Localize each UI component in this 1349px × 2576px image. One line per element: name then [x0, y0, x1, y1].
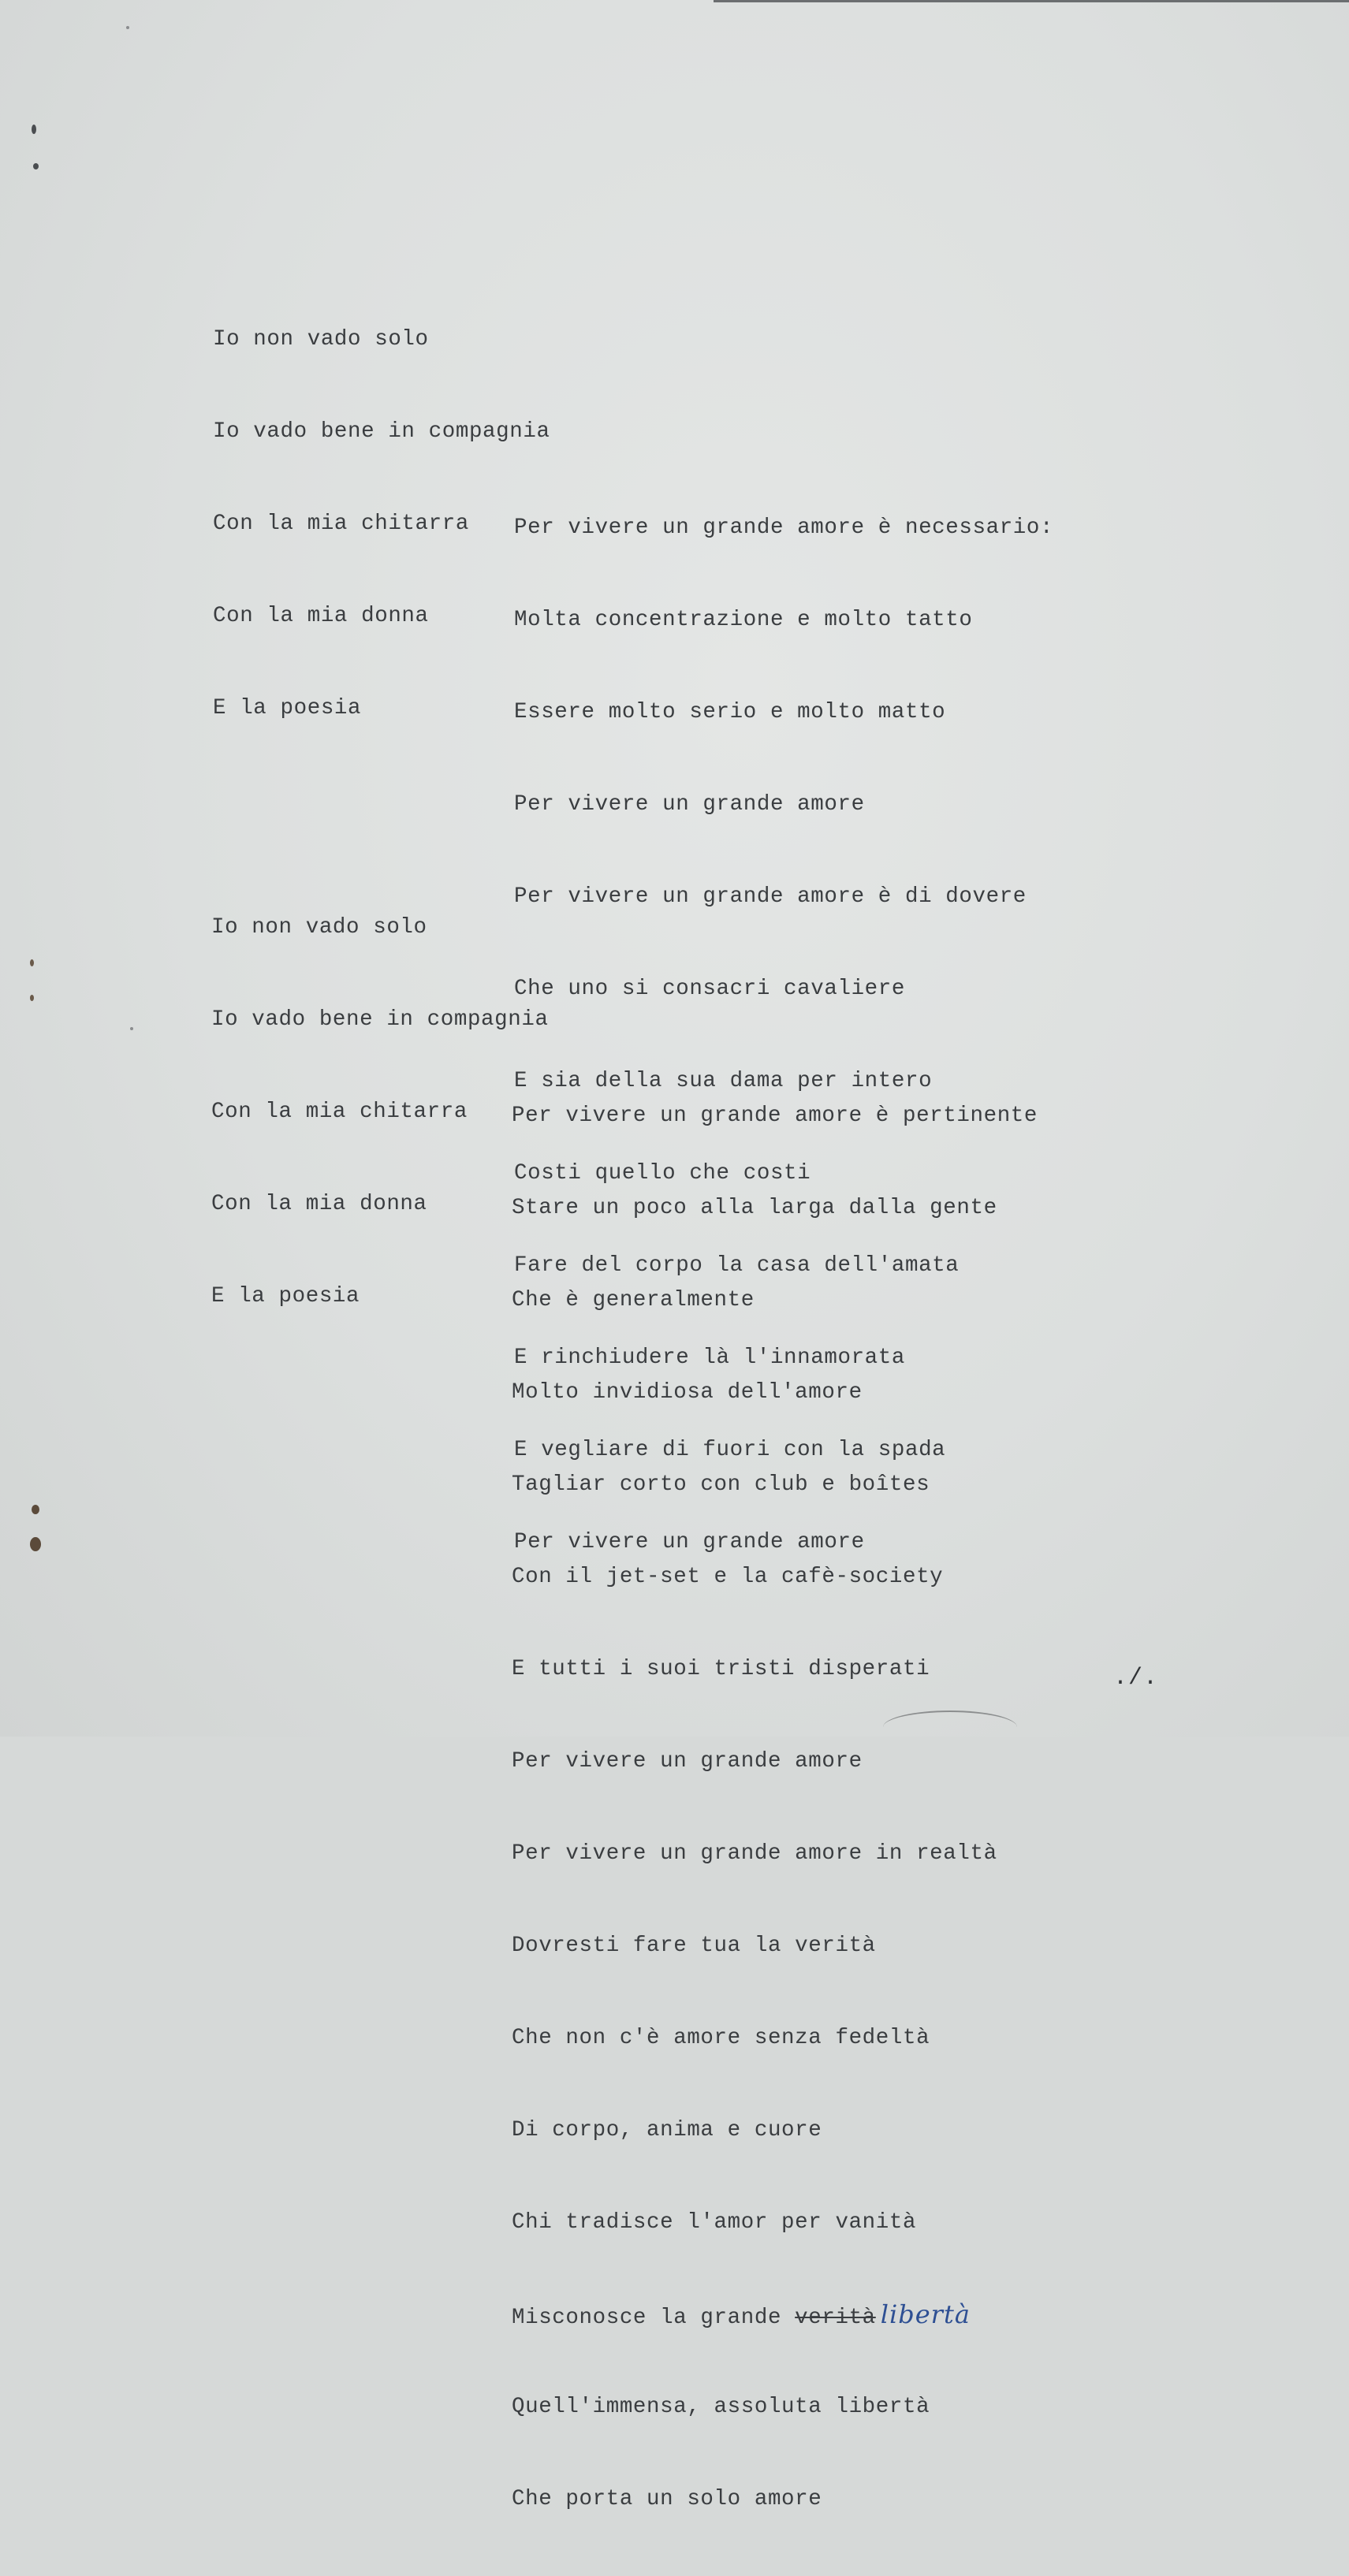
struck-word: verità	[795, 2306, 876, 2330]
lyric-line: Molta concentrazione e molto tatto	[514, 608, 973, 632]
verse-stanza-2	[512, 1039, 1038, 2576]
lyric-line: Io vado bene in compagnia	[211, 1007, 549, 1032]
lyric-line: Per vivere un grande amore in realtà	[512, 1841, 997, 1866]
corrected-lyric-line	[512, 2299, 1038, 2330]
chorus-stanza-2	[211, 851, 549, 1373]
lyric-line: E la poesia	[213, 696, 362, 720]
lyric-line: Che è generalmente	[512, 1288, 755, 1312]
lyric-line: Per vivere un grande amore è necessario:	[514, 516, 1054, 540]
lyric-line: Molto invidiosa dell'amore	[512, 1380, 863, 1405]
punch-hole-mark	[30, 995, 34, 1001]
scan-top-edge	[714, 0, 1349, 2]
lyric-line: E rinchiudere là l'innamorata	[514, 1346, 905, 1370]
lyric-line: Per vivere un grande amore è pertinente	[512, 1104, 1038, 1128]
lyric-line: Con la mia chitarra	[211, 1100, 468, 1124]
paper-speck	[126, 26, 129, 29]
lyric-line: Per vivere un grande amore	[514, 792, 865, 817]
handwritten-correction: libertà	[880, 2299, 971, 2329]
lyric-line: Con il jet-set e la cafè-society	[512, 1565, 944, 1589]
chorus-stanza-1	[213, 262, 550, 785]
lyric-line: E sia della sua dama per intero	[514, 1069, 933, 1093]
line-prefix: Misconosce la grande	[512, 2306, 796, 2330]
lyric-line: Con la mia chitarra	[213, 512, 469, 536]
lyric-line: Per vivere un grande amore	[514, 1530, 865, 1554]
lyric-line: Stare un poco alla larga dalla gente	[512, 1196, 997, 1220]
continuation-mark: ./.	[1113, 1665, 1159, 1692]
paper-speck	[130, 1027, 133, 1030]
lyric-line: Io vado bene in compagnia	[213, 419, 550, 444]
lyric-line: Tagliar corto con club e boîtes	[512, 1472, 930, 1497]
punch-hole-mark	[33, 163, 39, 169]
lyric-line: Che porta un solo amore	[512, 2487, 822, 2511]
lyric-line: E tutti i suoi tristi disperati	[512, 1657, 930, 1681]
lyric-line: Quell'immensa, assoluta libertà	[512, 2395, 930, 2419]
lyric-line: E la poesia	[211, 1284, 360, 1308]
lyric-line: Di corpo, anima e cuore	[512, 2118, 822, 2142]
lyric-line: Costi quello che costi	[514, 1161, 811, 1186]
lyric-line: E vegliare di fuori con la spada	[514, 1438, 946, 1462]
lyric-line: Dovresti fare tua la verità	[512, 1934, 876, 1958]
lyric-line: Fare del corpo la casa dell'amata	[514, 1253, 960, 1278]
lyric-line: Per vivere un grande amore è di dovere	[514, 884, 1027, 909]
lyric-line: Per vivere un grande amore	[512, 1749, 863, 1774]
lyric-line: Io non vado solo	[211, 915, 427, 940]
lyric-line: Che non c'è amore senza fedeltà	[512, 2026, 930, 2050]
lyric-line: Essere molto serio e molto matto	[514, 700, 946, 724]
punch-hole-mark	[32, 1505, 39, 1514]
torn-bottom-edge	[883, 1711, 1017, 1744]
punch-hole-mark	[30, 1537, 41, 1551]
lyric-line: Con la mia donna	[211, 1192, 427, 1216]
punch-hole-mark	[30, 959, 34, 966]
punch-hole-mark	[32, 125, 36, 134]
lyric-line: Io non vado solo	[213, 327, 429, 352]
lyric-line: Chi tradisce l'amor per vanità	[512, 2210, 917, 2235]
lyric-line: Che uno si consacri cavaliere	[514, 977, 905, 1001]
lyric-line: Con la mia donna	[213, 604, 429, 628]
